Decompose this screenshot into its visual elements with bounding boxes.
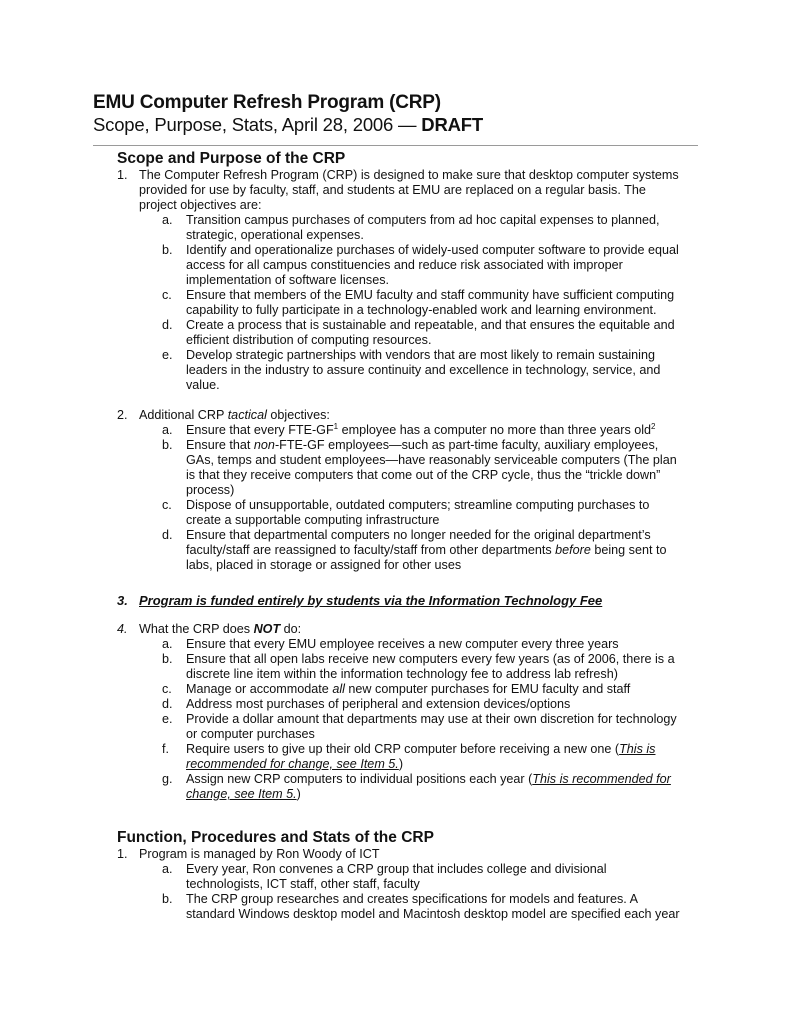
function-a (117, 862, 697, 892)
text-line: discrete line item within the information technology fee to address lab refresh) (186, 667, 618, 681)
item-letter: d. (162, 318, 173, 332)
text-line: access for all campus constituencies and reduce risk associated with improper (186, 258, 623, 272)
item-letter: e. (162, 348, 173, 362)
text-line (186, 423, 697, 438)
item-letter: b. (162, 438, 173, 452)
not-c (117, 682, 697, 697)
emphasis-text: non (253, 438, 275, 452)
text-line: leaders in the industry to assure continuity and excellence in technology, service, and (186, 363, 661, 377)
text-line (186, 682, 697, 697)
item-letter: c. (162, 682, 172, 696)
item-letter: d. (162, 697, 173, 711)
document-subtitle (93, 114, 483, 136)
text-fragment: ) (296, 787, 301, 801)
not-a (117, 637, 697, 652)
emphasis-text: all (332, 682, 345, 696)
scope-item-3 (117, 593, 697, 608)
text-line: Program is managed by Ron Woody of ICT (139, 847, 380, 861)
text-line: strategic, operational expenses. (186, 228, 364, 242)
spacer (117, 573, 697, 593)
scope-heading: Scope and Purpose of the CRP (117, 150, 346, 167)
footnote-ref[interactable]: 1 (333, 422, 339, 431)
text-line: GAs, temps and student employees—have reasonably serviceable computers (The plan (186, 453, 677, 467)
text-line (186, 438, 697, 453)
function-b (117, 892, 697, 922)
text-line: Create a process that is sustainable and repeatable, and that ensures the equitable and (186, 318, 675, 332)
text-fragment: faculty/staff are reassigned to faculty/staff from other departments (186, 543, 556, 557)
text-line (186, 772, 697, 787)
objective-b (117, 243, 697, 288)
recommendation-note: This is recommended for (532, 772, 671, 786)
objective-d (117, 318, 697, 348)
text-fragment: Assign new CRP computers to individual positions each year ( (186, 772, 533, 786)
item-letter: b. (162, 892, 173, 906)
text-fragment: Ensure that every FTE-GF (186, 423, 334, 437)
scope-item-1 (117, 168, 697, 213)
scope-item-4 (117, 622, 697, 637)
objective-a (117, 213, 697, 243)
text-fragment: do: (280, 622, 302, 636)
subtitle-text: Scope, Purpose, Stats, April 28, 2006 — (93, 114, 422, 135)
text-fragment: Manage or accommodate (186, 682, 333, 696)
text-line: labs, placed in storage or assigned for other uses (186, 558, 462, 572)
item-letter: e. (162, 712, 173, 726)
function-item-1 (117, 847, 697, 862)
item-number: 1. (117, 168, 128, 182)
emphasis-text: before (555, 543, 591, 557)
objective-c (117, 288, 697, 318)
text-line: The Computer Refresh Program (CRP) is designed to make sure that desktop computer systems (139, 168, 679, 182)
text-line: The CRP group researches and creates specifications for models and features. A (186, 892, 638, 906)
text-line: efficient distribution of computing resources. (186, 333, 432, 347)
text-line: is that they receive computers that come out of the CRP cycle, thus the “trickle down” (186, 468, 661, 482)
not-g (117, 772, 697, 802)
text-line: technologists, ICT staff, other staff, faculty (186, 877, 420, 891)
text-line (186, 543, 697, 558)
tactical-a (117, 423, 697, 438)
text-line: Ensure that every EMU employee receives a new computer every three years (186, 637, 619, 651)
item-letter: a. (162, 637, 173, 651)
scope-item-2 (117, 408, 697, 423)
text-line (186, 742, 697, 757)
scope-list (117, 168, 697, 802)
item-number: 3. (117, 593, 128, 608)
text-line: create a supportable computing infrastructure (186, 513, 440, 527)
tactical-b (117, 438, 697, 498)
function-section (117, 829, 697, 922)
item-letter: a. (162, 423, 173, 437)
function-list (117, 847, 697, 922)
text-line: Transition campus purchases of computers from ad hoc capital expenses to planned, (186, 213, 660, 227)
text-fragment: What the CRP does (139, 622, 254, 636)
text-line (186, 757, 697, 772)
spacer (117, 608, 697, 622)
text-line: value. (186, 378, 220, 392)
document-title: EMU Computer Refresh Program (CRP) (93, 92, 441, 113)
item-number: 2. (117, 408, 128, 422)
text-fragment: Require users to give up their old CRP computer before receiving a new one ( (186, 742, 620, 756)
text-fragment: new computer purchases for EMU faculty and staff (344, 682, 631, 696)
footnote-ref[interactable]: 2 (651, 422, 656, 431)
tactical-d (117, 528, 697, 573)
funding-statement: Program is funded entirely by students via the Information Technology Fee (139, 593, 603, 608)
text-line: Ensure that all open labs receive new computers every few years (as of 2006, there is a (186, 652, 675, 666)
text-line (186, 787, 697, 802)
item-number: 1. (117, 847, 128, 861)
item-letter: c. (162, 288, 172, 302)
item-letter: f. (162, 742, 169, 756)
item-letter: a. (162, 213, 173, 227)
text-line: capability to fully participate in a technology-enabled work and learning environment. (186, 303, 657, 317)
text-line: Ensure that departmental computers no longer needed for the original department’s (186, 528, 651, 542)
item-letter: b. (162, 652, 173, 666)
text-line: process) (186, 483, 235, 497)
recommendation-note: This is (619, 742, 656, 756)
text-line: Develop strategic partnerships with vendors that are most likely to remain sustaining (186, 348, 655, 362)
emphasis-text: tactical (227, 408, 267, 422)
text-line: standard Windows desktop model and Macintosh desktop model are specified each year (186, 907, 680, 921)
not-d (117, 697, 697, 712)
not-b (117, 652, 697, 682)
item-letter: c. (162, 498, 172, 512)
recommendation-note: recommended for change, see Item 5. (186, 757, 399, 771)
not-f (117, 742, 697, 772)
text-line: project objectives are: (139, 198, 262, 212)
text-fragment: objectives: (266, 408, 330, 422)
function-heading: Function, Procedures and Stats of the CRP (117, 829, 434, 846)
text-line: Every year, Ron convenes a CRP group that includes college and divisional (186, 862, 607, 876)
item-letter: a. (162, 862, 173, 876)
scope-section (117, 150, 697, 802)
text-line: provided for use by faculty, staff, and students at EMU are replaced on a regular basis. The (139, 183, 646, 197)
text-line: Provide a dollar amount that departments may use at their own discretion for technology (186, 712, 677, 726)
item-letter: b. (162, 243, 173, 257)
spacer (117, 393, 697, 408)
text-fragment: ) (398, 757, 404, 771)
text-line: Identify and operationalize purchases of widely-used computer software to provide equal (186, 243, 679, 257)
text-fragment: being sent to (590, 543, 667, 557)
text-line: Dispose of unsupportable, outdated computers; streamline computing purchases to (186, 498, 650, 512)
item-number: 4. (117, 622, 128, 636)
draft-label: DRAFT (421, 114, 483, 135)
text-line: Ensure that members of the EMU faculty and staff community have sufficient computing (186, 288, 675, 302)
text-fragment: Additional CRP (139, 408, 228, 422)
text-line: Address most purchases of peripheral and extension devices/options (186, 697, 571, 711)
text-line: or computer purchases (186, 727, 315, 741)
text-line (139, 408, 697, 423)
objective-e (117, 348, 697, 393)
tactical-c (117, 498, 697, 528)
item-letter: g. (162, 772, 173, 786)
not-e (117, 712, 697, 742)
text-fragment: Ensure that (186, 438, 254, 452)
text-line (139, 622, 697, 637)
text-fragment: -FTE-GF employees—such as part-time faculty, auxiliary employees, (274, 438, 659, 452)
text-line: implementation of software licenses. (186, 273, 389, 287)
recommendation-note: change, see Item 5. (186, 787, 297, 801)
emphasis-text: NOT (253, 622, 281, 636)
header-divider (93, 145, 698, 146)
item-letter: d. (162, 528, 173, 542)
text-fragment: employee has a computer no more than three years old (338, 423, 652, 437)
